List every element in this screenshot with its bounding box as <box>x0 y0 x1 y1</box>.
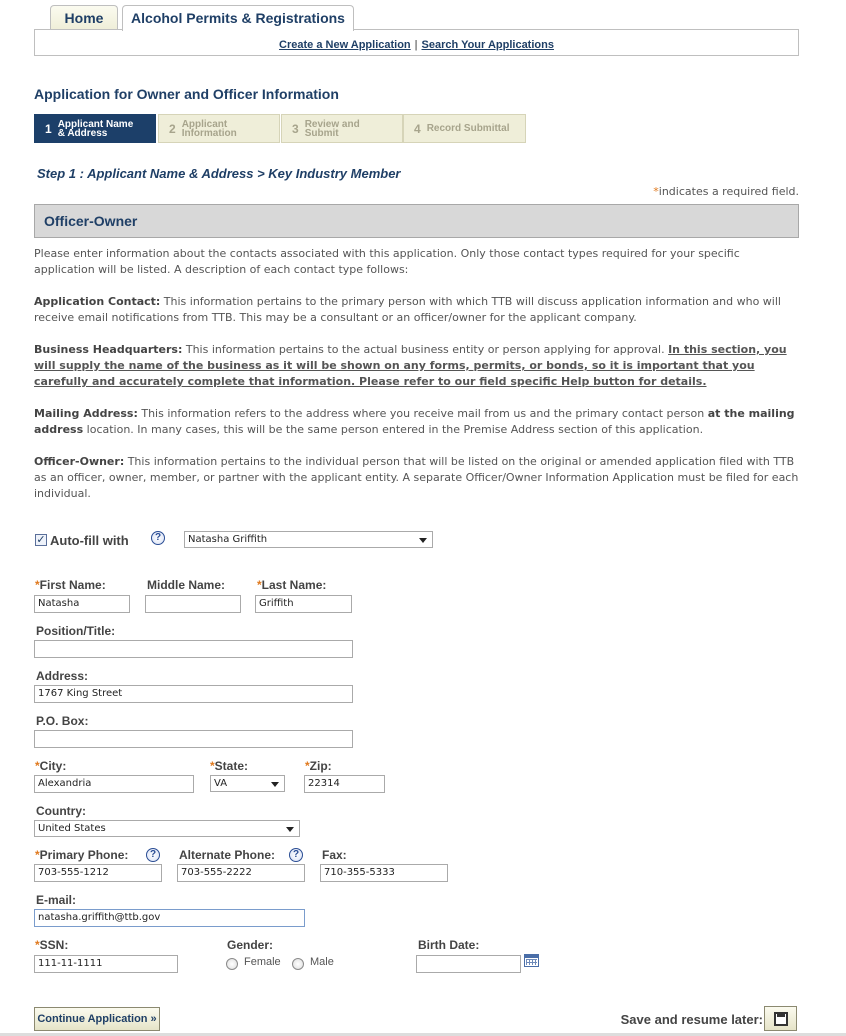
step-number: 2 <box>169 121 176 136</box>
ssn-label: *SSN: <box>35 938 69 952</box>
continue-application-button[interactable]: Continue Application » <box>34 1007 160 1031</box>
alternate-phone-input[interactable]: 703-555-2222 <box>177 864 305 882</box>
step-label: Review and Submit <box>304 118 360 139</box>
city-label: *City: <box>35 759 67 773</box>
zip-label: *Zip: <box>305 759 332 773</box>
autofill-select[interactable]: Natasha Griffith <box>184 531 433 548</box>
step-label: Applicant Name & Address <box>57 118 134 139</box>
primary-phone-label: *Primary Phone: <box>35 848 129 862</box>
step-number: 1 <box>45 121 52 136</box>
create-application-link[interactable]: Create a New Application <box>279 39 411 51</box>
business-headquarters-paragraph: Business Headquarters: This information pertains to the actual business entity or person applying for approval. In this section, you will supply the name of the business as it will be shown on any forms, permits, or bonds, so it is important that you carefully and accurately complete that information. Please refer to our field specific Help button for details. <box>34 343 787 388</box>
step-4 <box>403 114 526 143</box>
step-3 <box>281 114 403 143</box>
step-number: 3 <box>292 121 299 136</box>
address-label: Address: <box>36 669 89 683</box>
application-contact-paragraph: Application Contact: This information pertains to the primary person with which TTB will discuss application information and who will receive email notifications from TTB. This may be a consultant or an officer/owner for the applicant company. <box>34 295 781 324</box>
first-name-label: *First Name: <box>35 578 106 592</box>
save-resume-label: Save and resume later: <box>620 1012 763 1027</box>
chevron-down-icon <box>271 782 279 787</box>
step-1 <box>34 114 156 143</box>
chevron-down-icon <box>419 538 427 543</box>
officer-owner-paragraph: Officer-Owner: This information pertains to the individual person that will be listed on the original or amended application filed with TTB as an officer, owner, member, or partner with the applicant entity. A separate Officer/Owner Information Application must be filed for each individual. <box>34 455 799 500</box>
middle-name-input[interactable] <box>145 595 241 613</box>
country-label: Country: <box>36 804 86 818</box>
page-title: Application for Owner and Officer Information <box>34 86 339 102</box>
save-disk-icon <box>774 1012 788 1026</box>
first-name-input[interactable]: Natasha <box>34 595 130 613</box>
gender-female-label: Female <box>244 956 281 968</box>
calendar-icon[interactable] <box>524 954 539 967</box>
step-2 <box>158 114 280 143</box>
last-name-input[interactable]: Griffith <box>255 595 352 613</box>
email-input[interactable]: natasha.griffith@ttb.gov <box>34 909 305 927</box>
state-select[interactable]: VA <box>210 775 285 792</box>
position-title-input[interactable] <box>34 640 353 658</box>
step-label: Record Submittal <box>426 123 510 134</box>
search-applications-link[interactable]: Search Your Applications <box>421 39 554 51</box>
alternate-phone-label: Alternate Phone: <box>179 848 276 862</box>
gender-male-radio[interactable] <box>292 958 304 970</box>
birth-date-input[interactable] <box>416 955 521 973</box>
address-input[interactable]: 1767 King Street <box>34 685 353 703</box>
ssn-input[interactable]: 111-11-1111 <box>34 955 178 973</box>
fax-input[interactable]: 710-355-5333 <box>320 864 448 882</box>
autofill-label: Auto-fill with <box>50 533 129 548</box>
country-select[interactable]: United States <box>34 820 300 837</box>
autofill-help-icon[interactable]: ? <box>151 531 165 545</box>
email-label: E-mail: <box>36 893 77 907</box>
chevron-down-icon <box>286 827 294 832</box>
birth-date-label: Birth Date: <box>418 938 480 952</box>
subnav-separator: | <box>414 39 418 51</box>
last-name-label: *Last Name: <box>257 578 327 592</box>
city-input[interactable]: Alexandria <box>34 775 194 793</box>
position-title-label: Position/Title: <box>36 624 116 638</box>
po-box-input[interactable] <box>34 730 353 748</box>
step-heading: Step 1 : Applicant Name & Address > Key Industry Member <box>37 166 401 181</box>
alternate-phone-help-icon[interactable]: ? <box>289 848 303 862</box>
tab-home[interactable]: Home <box>50 5 118 30</box>
sub-navigation <box>34 29 799 56</box>
po-box-label: P.O. Box: <box>36 714 89 728</box>
save-button[interactable] <box>764 1006 797 1031</box>
zip-input[interactable]: 22314 <box>304 775 385 793</box>
primary-phone-help-icon[interactable]: ? <box>146 848 160 862</box>
mailing-address-paragraph: Mailing Address: This information refers to the address where you receive mail from us and the primary contact person at the mailing address location. In many cases, this will be the same person entered in the Premise Address section of this application. <box>34 407 795 436</box>
required-field-note: *indicates a required field. <box>653 185 799 198</box>
step-number: 4 <box>414 121 421 136</box>
tab-alcohol-permits[interactable]: Alcohol Permits & Registrations <box>122 5 354 31</box>
section-title: Officer-Owner <box>34 204 799 238</box>
autofill-checkbox[interactable]: ✓ <box>36 533 46 546</box>
intro-paragraph: Please enter information about the contacts associated with this application. Only those contact types required for your specific application will be listed. A description of each contact type follows: <box>34 247 740 276</box>
primary-phone-input[interactable]: 703-555-1212 <box>34 864 162 882</box>
fax-label: Fax: <box>322 848 347 862</box>
state-label: *State: <box>210 759 249 773</box>
gender-female-radio[interactable] <box>226 958 238 970</box>
gender-label: Gender: <box>227 938 274 952</box>
middle-name-label: Middle Name: <box>147 578 226 592</box>
step-label: Applicant Information <box>181 118 237 139</box>
gender-male-label: Male <box>310 956 334 968</box>
